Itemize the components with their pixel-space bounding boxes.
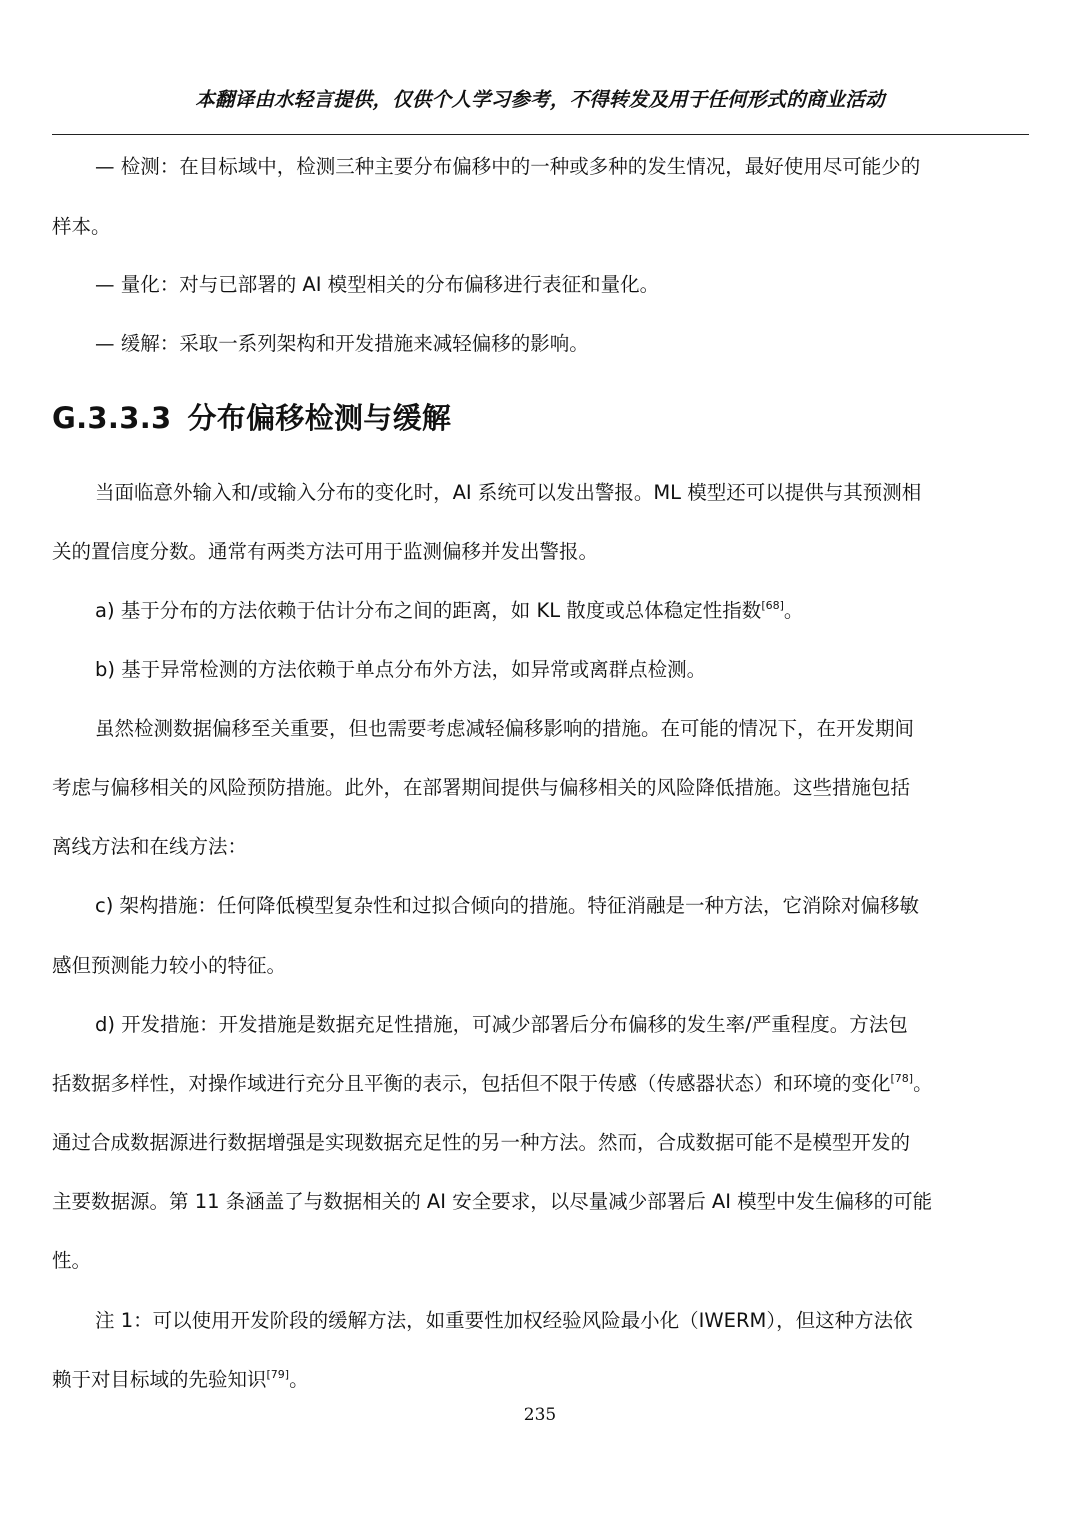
header-divider xyxy=(52,134,1029,135)
citation-79: [79] xyxy=(266,1368,290,1381)
list-item-b: b) 基于异常检测的方法依赖于单点分布外方法，如异常或离群点检测。 xyxy=(95,658,707,681)
section-number: G.3.3.3 xyxy=(52,401,172,435)
list-item-d-line2-text: 括数据多样性，对操作域进行充分且平衡的表示，包括但不限于传感（传感器状态）和环境的变化 xyxy=(52,1072,891,1095)
list-item-d-line3: 通过合成数据源进行数据增强是实现数据充足性的另一种方法。然而，合成数据可能不是模型开发的 xyxy=(52,1131,911,1154)
note-1-line2-text: 赖于对目标域的先验知识 xyxy=(52,1368,267,1391)
paragraph-1-line2: 关的置信度分数。通常有两类方法可用于监测偏移并发出警报。 xyxy=(52,540,599,563)
note-1-line2 xyxy=(52,1368,1012,1392)
list-item-d-line5: 性。 xyxy=(52,1249,92,1272)
list-item-a-text: a) 基于分布的方法依赖于估计分布之间的距离，如 KL 散度或总体稳定性指数 xyxy=(95,599,762,622)
list-item-a xyxy=(95,599,1012,623)
paragraph-2-line1: 虽然检测数据偏移至关重要，但也需要考虑减轻偏移影响的措施。在可能的情况下，在开发期间 xyxy=(95,717,915,740)
paragraph-2-line2: 考虑与偏移相关的风险预防措施。此外，在部署期间提供与偏移相关的风险降低措施。这些措施包括 xyxy=(52,776,911,799)
list-item-d-line4: 主要数据源。第 11 条涵盖了与数据相关的 AI 安全要求，以尽量减少部署后 AI 模型中发生偏移的可能 xyxy=(52,1190,933,1213)
bullet-quantify: — 量化：对与已部署的 AI 模型相关的分布偏移进行表征和量化。 xyxy=(95,273,660,296)
note-1-line2-end: 。 xyxy=(289,1368,309,1391)
paragraph-2-line3: 离线方法和在线方法： xyxy=(52,835,248,858)
list-item-d-line1: d) 开发措施：开发措施是数据充足性措施，可减少部署后分布偏移的发生率/严重程度。方法包 xyxy=(95,1013,908,1036)
disclaimer-header: 本翻译由水轻言提供，仅供个人学习参考，不得转发及用于任何形式的商业活动 xyxy=(195,88,885,111)
list-item-c-line1: c) 架构措施：任何降低模型复杂性和过拟合倾向的措施。特征消融是一种方法，它消除对偏移敏 xyxy=(95,894,920,917)
list-item-a-end: 。 xyxy=(783,599,804,622)
section-title: 分布偏移检测与缓解 xyxy=(187,401,452,435)
list-item-d-line2 xyxy=(52,1072,1012,1096)
bullet-detect-line2: 样本。 xyxy=(52,215,111,238)
list-item-c-line2: 感但预测能力较小的特征。 xyxy=(52,954,287,977)
note-1-line1: 注 1：可以使用开发阶段的缓解方法，如重要性加权经验风险最小化（IWERM），但这种方法依 xyxy=(95,1309,913,1332)
bullet-detect-line1: — 检测：在目标域中，检测三种主要分布偏移中的一种或多种的发生情况，最好使用尽可能少的 xyxy=(95,155,921,178)
citation-68: [68] xyxy=(761,599,784,612)
bullet-mitigate: — 缓解：采取一系列架构和开发措施来减轻偏移的影响。 xyxy=(95,332,589,355)
list-item-d-line2-end: 。 xyxy=(913,1072,933,1095)
section-heading xyxy=(52,396,451,437)
citation-78: [78] xyxy=(890,1072,914,1085)
page-number: 235 xyxy=(523,1405,557,1425)
paragraph-1-line1: 当面临意外输入和/或输入分布的变化时，AI 系统可以发出警报。ML 模型还可以提供与其预测相 xyxy=(95,481,922,504)
